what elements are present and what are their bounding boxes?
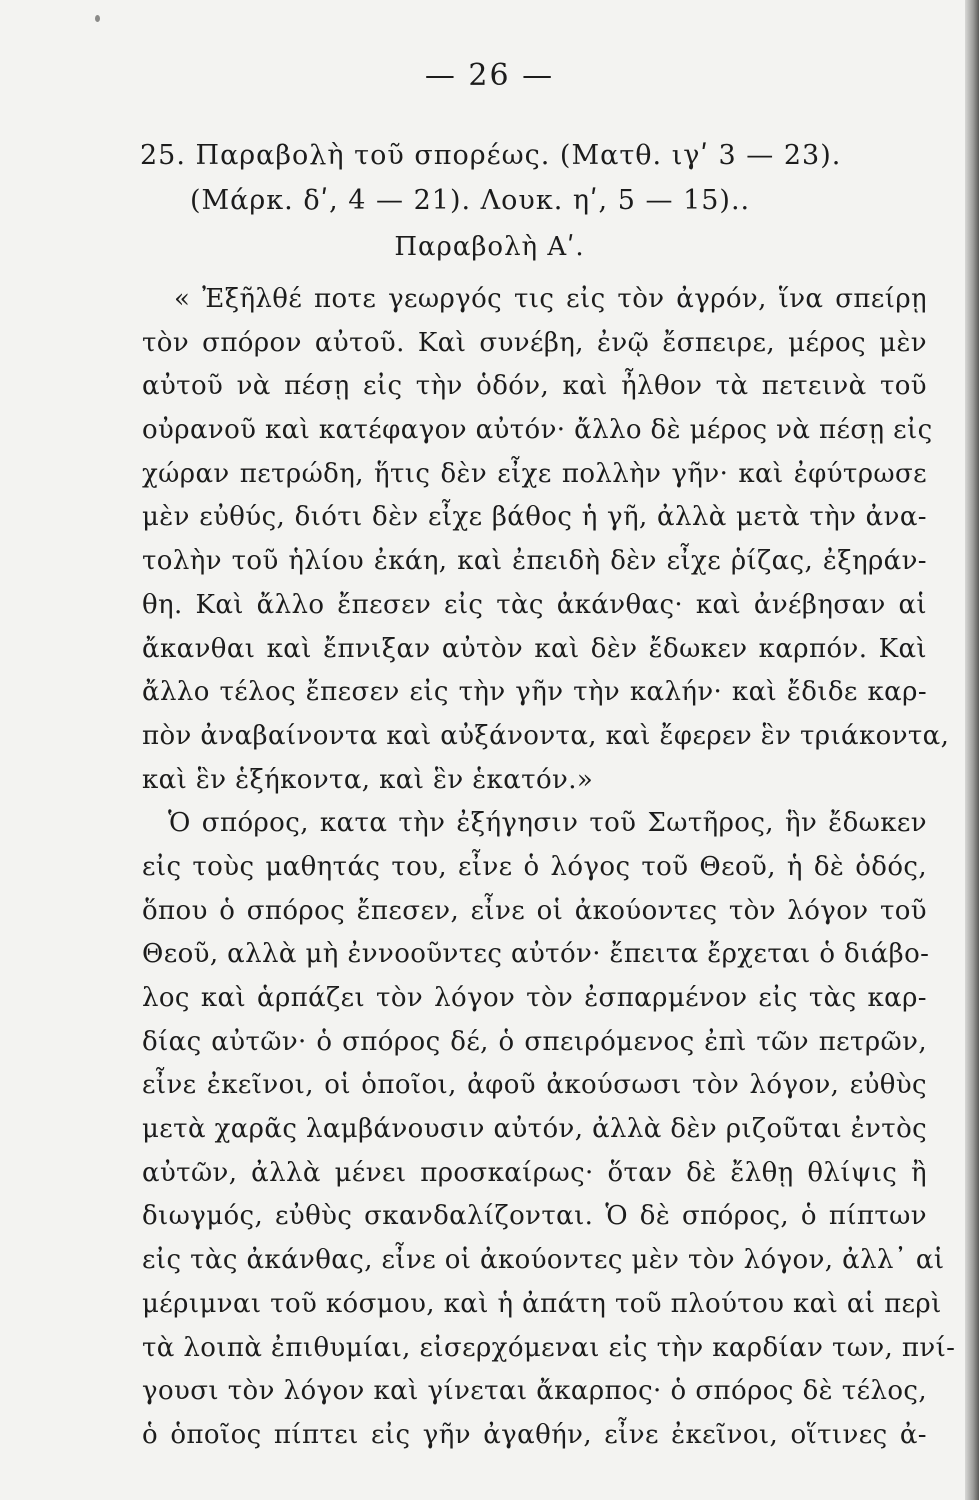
section-heading-line-1: 25. Παραβολὴ τοῦ σπορέως. (Ματθ. ιγʹ 3 — 23). [140, 140, 842, 171]
text-line: ὁ ὁποῖος πίπτει εἰς γῆν ἀγαθήν, εἶνε ἐκεῖνοι, οἵτινες ἀ- [142, 1419, 927, 1450]
text-line: ἄκανθαι καὶ ἔπνιξαν αὐτὸν καὶ δὲν ἔδωκεν καρπόν. Καὶ [142, 633, 927, 664]
text-line: χώραν πετρώδη, ἥτις δὲν εἶχε πολλὴν γῆν· καὶ ἐφύτρωσε [142, 458, 927, 489]
text-line: μέριμναι τοῦ κόσμου, καὶ ἡ ἀπάτη τοῦ πλούτου καὶ αἱ περὶ [142, 1288, 942, 1319]
text-line: εἰς τοὺς μαθητάς του, εἶνε ὁ λόγος τοῦ Θεοῦ, ἡ δὲ ὁδός, [142, 851, 927, 882]
page-number: — 26 — [424, 58, 555, 93]
body-text [142, 278, 956, 1458]
text-line: μετὰ χαρᾶς λαμβάνουσιν αὐτόν, ἀλλὰ δὲν ριζοῦται ἐντὸς [142, 1114, 928, 1145]
text-line: αὐτῶν, ἀλλὰ μένει προσκαίρως· ὅταν δὲ ἔλθῃ θλίψις ἢ [142, 1157, 927, 1188]
text-line: εἶνε ἐκεῖνοι, οἱ ὁποῖοι, ἀφοῦ ἀκούσωσι τὸν λόγον, εὐθὺς [142, 1070, 927, 1101]
text-line: ἄλλο τέλος ἔπεσεν εἰς τὴν γῆν τὴν καλήν· καὶ ἔδιδε καρ- [142, 677, 927, 708]
text-line: Ὁ σπόρος, κατα τὴν ἐξήγησιν τοῦ Σωτῆρος, ἣν ἔδωκεν [168, 808, 927, 839]
text-line: θη. Καὶ ἄλλο ἔπεσεν εἰς τὰς ἀκάνθας· καὶ ἀνέβησαν αἱ [142, 589, 927, 620]
text-line: οὐρανοῦ καὶ κατέφαγον αὐτόν· ἄλλο δὲ μέρος νὰ πέσῃ εἰς [142, 415, 933, 446]
text-line: Θεοῦ, αλλὰ μὴ ἐννοοῦντες αὐτόν· ἔπειτα ἔρχεται ὁ διάβο- [142, 939, 930, 970]
text-line: διωγμός, εὐθὺς σκανδαλίζονται. Ὁ δὲ σπόρος, ὁ πίπτων [142, 1201, 927, 1232]
parable-subheading: Παραβολὴ Αʹ. [394, 232, 585, 262]
page-binding-edge [965, 0, 979, 1500]
text-line: καὶ ἓν ἑξήκοντα, καὶ ἓν ἑκατόν.» [142, 764, 594, 795]
text-line: τολὴν τοῦ ἡλίου ἐκάη, καὶ ἐπειδὴ δὲν εἶχε ῥίζας, ἐξηράν- [142, 546, 927, 577]
text-line: δίας αὐτῶν· ὁ σπόρος δέ, ὁ σπειρόμενος ἐπὶ τῶν πετρῶν, [142, 1026, 927, 1057]
text-line: πὸν ἀναβαίνοντα καὶ αὐξάνοντα, καὶ ἔφερεν ἓν τριάκοντα, [142, 720, 950, 751]
page-speck [95, 15, 100, 22]
text-line: αὐτοῦ νὰ πέσῃ εἰς τὴν ὁδόν, καὶ ἦλθον τὰ πετεινὰ τοῦ [142, 371, 927, 402]
text-line: λος καὶ ἁρπάζει τὸν λόγον τὸν ἐσπαρμένον εἰς τὰς καρ- [142, 983, 927, 1013]
text-line: τὸν σπόρον αὐτοῦ. Καὶ συνέβη, ἐνῷ ἔσπειρε, μέρος μὲν [142, 327, 927, 358]
text-line: ὅπου ὁ σπόρος ἔπεσεν, εἶνε οἱ ἀκούοντες τὸν λόγον τοῦ [142, 895, 927, 926]
text-line: εἰς τὰς ἀκάνθας, εἶνε οἱ ἀκούοντες μὲν τὸν λόγον, ἀλλ᾽ αἱ [142, 1245, 945, 1276]
text-line: « Ἐξῆλθέ ποτε γεωργός τις εἰς τὸν ἀγρόν, ἵνα σπείρῃ [174, 284, 927, 314]
text-line: τὰ λοιπὰ ἐπιθυμίαι, εἰσερχόμεναι εἰς τὴν καρδίαν των, πνί- [142, 1332, 956, 1363]
text-line: μὲν εὐθύς, διότι δὲν εἶχε βάθος ἡ γῆ, ἀλλὰ μετὰ τὴν ἀνα- [142, 502, 927, 533]
section-heading-line-2: (Μάρκ. δʹ, 4 — 21). Λουκ. ηʹ, 5 — 15).. [190, 185, 751, 216]
text-line: γουσι τὸν λόγον καὶ γίνεται ἄκαρπος· ὁ σπόρος δὲ τέλος, [142, 1376, 927, 1407]
